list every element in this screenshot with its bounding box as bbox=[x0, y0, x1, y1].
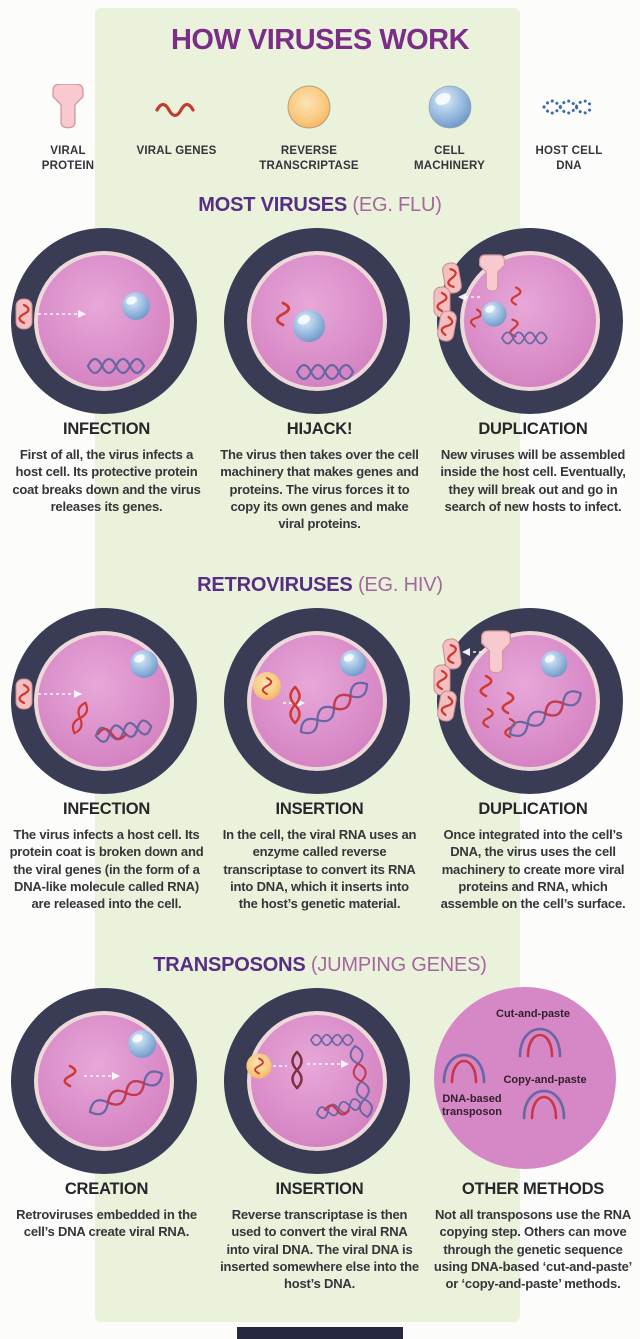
legend-item-reverse-transcriptase bbox=[245, 80, 373, 174]
section-heading-bold: TRANSPOSONS bbox=[153, 954, 306, 976]
step-retro-infection bbox=[0, 800, 213, 912]
cell-illustration-creation bbox=[0, 986, 213, 1176]
section-heading-qualifier: (EG. FLU) bbox=[352, 194, 442, 216]
step-title: OTHER METHODS bbox=[461, 1180, 605, 1198]
section-heading-retroviruses bbox=[0, 574, 640, 597]
step-title: INFECTION bbox=[62, 420, 151, 438]
section-heading-qualifier: (EG. HIV) bbox=[357, 574, 443, 596]
text-row-transposons bbox=[0, 1180, 640, 1292]
step-title: INSERTION bbox=[275, 800, 364, 818]
step-hijack bbox=[213, 420, 426, 532]
legend-item-cell-machinery bbox=[402, 80, 498, 174]
step-title: INFECTION bbox=[62, 800, 151, 818]
step-other-methods bbox=[426, 1180, 640, 1292]
step-retro-duplication bbox=[426, 800, 640, 912]
cell-illustration-retro-infection bbox=[0, 606, 213, 796]
cell-illustration-duplication-virus bbox=[426, 226, 639, 416]
step-text: Retroviruses embedded in the cell’s DNA create viral RNA. bbox=[16, 1207, 197, 1240]
step-text: Once integrated into the cell’s DNA, the virus uses the cell machinery to create more viral proteins and RNA, which assemble on the cell’s surface. bbox=[440, 827, 626, 912]
text-row-retroviruses bbox=[0, 800, 640, 912]
step-retro-insertion bbox=[213, 800, 426, 912]
step-text: First of all, the virus infects a host cell. Its protective protein coat breaks down and the virus releases its genes. bbox=[12, 447, 201, 514]
legend-label: VIRAL GENES bbox=[136, 145, 217, 157]
reverse-transcriptase-icon bbox=[286, 80, 332, 134]
figure-row-retroviruses bbox=[0, 606, 640, 796]
step-text: The virus then takes over the cell machinery that makes genes and proteins. The virus forces it to copy its own genes and make viral proteins. bbox=[220, 447, 419, 532]
step-text: Not all transposons use the RNA copying step. Others can move through the genetic sequence using DNA-based ‘cut-and-paste’ or ‘copy-and-paste’ methods. bbox=[433, 1207, 633, 1292]
step-text: The virus infects a host cell. Its protein coat is broken down and the viral genes (in the form of a DNA-like molecule called RNA) are released into the cell. bbox=[9, 827, 204, 912]
legend-label: HOST CELL DNA bbox=[535, 145, 603, 172]
step-text: In the cell, the viral RNA uses an enzyme called reverse transcriptase to convert its RNA into DNA, which it inserts into the host’s genetic material. bbox=[222, 827, 417, 912]
copy-and-paste-label: Copy-and-paste bbox=[503, 1074, 587, 1086]
step-infection bbox=[0, 420, 213, 532]
legend-item-host-cell-dna bbox=[526, 80, 612, 174]
viral-genes-icon bbox=[154, 80, 200, 134]
text-row-most-viruses bbox=[0, 420, 640, 532]
cell-illustration-hijack bbox=[213, 226, 426, 416]
section-heading-bold: MOST VIRUSES bbox=[198, 194, 348, 216]
dna-based-transposon-label: DNA-based transposon bbox=[442, 1093, 502, 1118]
cell-illustration-transposon-insertion bbox=[213, 986, 426, 1176]
cell-illustration-retro-duplication bbox=[426, 606, 639, 796]
host-cell-dna-icon bbox=[540, 80, 598, 134]
transposon-methods-circle bbox=[426, 986, 639, 1176]
section-heading-transposons bbox=[0, 954, 640, 977]
cell-machinery-icon bbox=[427, 80, 473, 134]
legend-label: CELL MACHINERY bbox=[413, 145, 485, 172]
legend-item-viral-genes bbox=[137, 80, 217, 174]
legend-item-viral-protein bbox=[28, 80, 108, 174]
step-title: HIJACK! bbox=[286, 420, 353, 438]
cell-illustration-infection bbox=[0, 226, 213, 416]
figure-row-most-viruses bbox=[0, 226, 640, 416]
footer-bar bbox=[237, 1327, 403, 1339]
step-duplication bbox=[426, 420, 640, 532]
legend bbox=[0, 80, 640, 174]
step-text: Reverse transcriptase is then used to convert the viral RNA into viral DNA. The viral DNA is inserted somewhere else into the host’s DNA. bbox=[220, 1207, 419, 1292]
step-title: DUPLICATION bbox=[478, 800, 588, 818]
step-text: New viruses will be assembled inside the host cell. Eventually, they will break out and go in search of new hosts to infect. bbox=[440, 447, 626, 514]
legend-label: REVERSE TRANSCRIPTASE bbox=[259, 145, 359, 172]
step-transposon-insertion bbox=[213, 1180, 426, 1292]
section-heading-most-viruses bbox=[0, 194, 640, 217]
section-heading-qualifier: (JUMPING GENES) bbox=[310, 954, 487, 976]
section-heading-bold: RETROVIRUSES bbox=[197, 574, 353, 596]
cell-illustration-retro-insertion bbox=[213, 606, 426, 796]
page-title: HOW VIRUSES WORK bbox=[170, 24, 470, 56]
step-title: CREATION bbox=[64, 1180, 149, 1198]
legend-label: VIRAL PROTEIN bbox=[41, 145, 95, 172]
viral-protein-icon bbox=[50, 80, 86, 134]
step-title: INSERTION bbox=[275, 1180, 364, 1198]
figure-row-transposons bbox=[0, 986, 640, 1176]
cut-and-paste-label: Cut-and-paste bbox=[496, 1008, 570, 1020]
step-title: DUPLICATION bbox=[478, 420, 588, 438]
step-creation bbox=[0, 1180, 213, 1292]
